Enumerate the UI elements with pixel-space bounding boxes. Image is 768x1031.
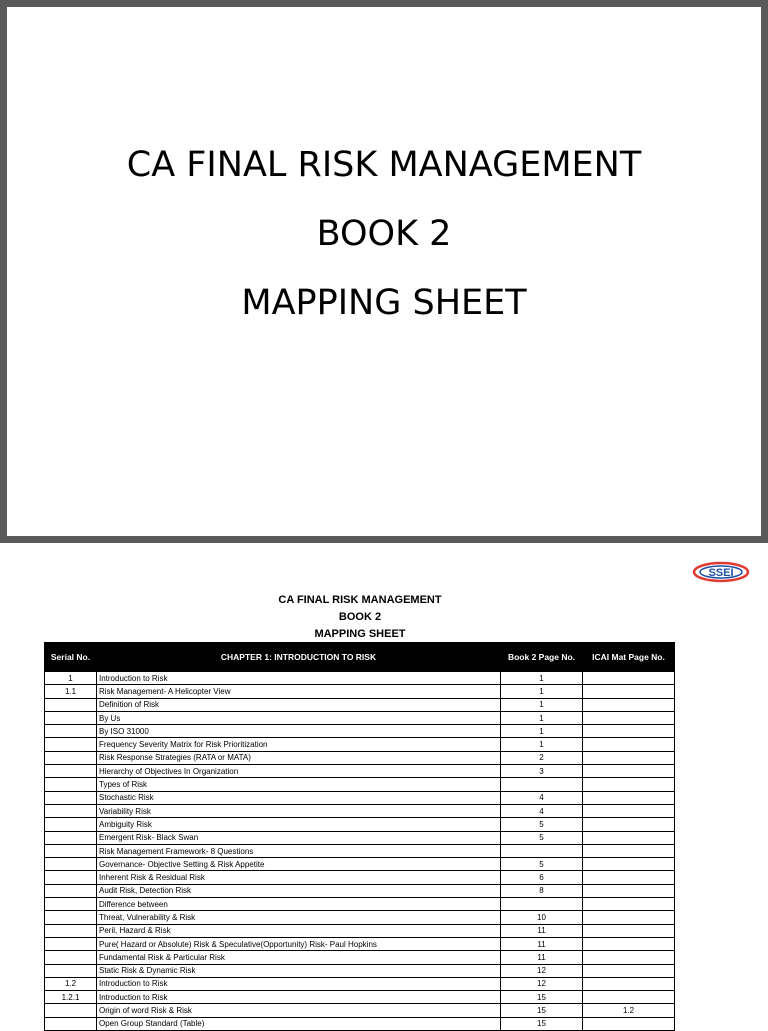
cell-topic: Introduction to Risk xyxy=(97,991,501,1004)
table-row xyxy=(45,964,675,977)
cell-serial: 1 xyxy=(45,672,97,685)
cell-book-page: 6 xyxy=(501,871,583,884)
cell-icai-page xyxy=(583,751,675,764)
cell-topic: Risk Response Strategies (RATA or MATA) xyxy=(97,751,501,764)
cell-serial xyxy=(45,791,97,804)
cell-book-page: 1 xyxy=(501,685,583,698)
cell-book-page: 2 xyxy=(501,751,583,764)
cell-book-page: 11 xyxy=(501,951,583,964)
cell-book-page: 1 xyxy=(501,672,583,685)
cell-icai-page xyxy=(583,937,675,950)
cell-icai-page xyxy=(583,964,675,977)
cell-topic: Static Risk & Dynamic Risk xyxy=(97,964,501,977)
cell-icai-page xyxy=(583,991,675,1004)
cell-book-page: 5 xyxy=(501,831,583,844)
cell-serial xyxy=(45,725,97,738)
cell-serial xyxy=(45,924,97,937)
table-row xyxy=(45,738,675,751)
sheet-subtitle-mapping: MAPPING SHEET xyxy=(314,628,406,640)
cell-icai-page xyxy=(583,884,675,897)
col-header-chapter: CHAPTER 1: INTRODUCTION TO RISK xyxy=(97,643,501,672)
cell-icai-page xyxy=(583,685,675,698)
cell-topic: Governance- Objective Setting & Risk Appetite xyxy=(97,858,501,871)
table-row xyxy=(45,911,675,924)
table-header-row xyxy=(45,643,675,672)
table-row xyxy=(45,898,675,911)
cell-topic: By ISO 31000 xyxy=(97,725,501,738)
cell-topic: Risk Management- A Helicopter View xyxy=(97,685,501,698)
ssei-logo xyxy=(692,560,752,584)
table-row xyxy=(45,951,675,964)
table-row xyxy=(45,698,675,711)
cover-page-body xyxy=(7,7,761,536)
table-row xyxy=(45,871,675,884)
cell-book-page: 11 xyxy=(501,924,583,937)
cell-topic: Audit Risk, Detection Risk xyxy=(97,884,501,897)
cell-serial xyxy=(45,751,97,764)
sheet-subtitle-book: BOOK 2 xyxy=(338,611,382,623)
table-row xyxy=(45,844,675,857)
cell-book-page: 5 xyxy=(501,818,583,831)
table-row xyxy=(45,791,675,804)
table-row xyxy=(45,1004,675,1017)
cell-serial xyxy=(45,858,97,871)
cell-serial xyxy=(45,898,97,911)
cell-topic: By Us xyxy=(97,711,501,724)
logo-text: SSEI xyxy=(708,567,734,579)
cell-book-page: 15 xyxy=(501,991,583,1004)
cell-book-page: 1 xyxy=(501,738,583,751)
cell-book-page: 1 xyxy=(501,711,583,724)
cell-book-page: 11 xyxy=(501,937,583,950)
cell-icai-page xyxy=(583,804,675,817)
cell-topic: Ambiguity Risk xyxy=(97,818,501,831)
mapping-table xyxy=(44,642,675,1031)
cell-topic: Inherent Risk & Residual Risk xyxy=(97,871,501,884)
cell-icai-page xyxy=(583,711,675,724)
table-row xyxy=(45,991,675,1004)
cell-serial xyxy=(45,911,97,924)
cover-subtitle-book: BOOK 2 xyxy=(316,214,452,254)
cell-book-page xyxy=(501,778,583,791)
table-row xyxy=(45,672,675,685)
cell-book-page: 1 xyxy=(501,698,583,711)
cell-icai-page xyxy=(583,765,675,778)
cell-icai-page xyxy=(583,698,675,711)
cell-serial: 1.1 xyxy=(45,685,97,698)
cell-book-page: 8 xyxy=(501,884,583,897)
cell-icai-page: 1.2 xyxy=(583,1004,675,1017)
cell-topic: Fundamental Risk & Particular Risk xyxy=(97,951,501,964)
cell-topic: Stochastic Risk xyxy=(97,791,501,804)
cell-topic: Definition of Risk xyxy=(97,698,501,711)
cell-icai-page xyxy=(583,725,675,738)
mapping-page xyxy=(0,543,768,1029)
cell-serial xyxy=(45,818,97,831)
cell-icai-page xyxy=(583,672,675,685)
cell-topic: Hierarchy of Objectives In Organization xyxy=(97,765,501,778)
cell-icai-page xyxy=(583,951,675,964)
cell-serial xyxy=(45,951,97,964)
cell-serial xyxy=(45,1004,97,1017)
cell-topic: Origin of word Risk & Risk xyxy=(97,1004,501,1017)
cell-book-page: 12 xyxy=(501,964,583,977)
table-row xyxy=(45,977,675,990)
table-row xyxy=(45,804,675,817)
cell-topic: Variability Risk xyxy=(97,804,501,817)
cell-book-page: 15 xyxy=(501,1017,583,1030)
cell-book-page: 12 xyxy=(501,977,583,990)
cell-book-page: 4 xyxy=(501,804,583,817)
cell-serial xyxy=(45,738,97,751)
cell-serial xyxy=(45,765,97,778)
cell-topic: Open Group Standard (Table) xyxy=(97,1017,501,1030)
table-row xyxy=(45,924,675,937)
cell-icai-page xyxy=(583,898,675,911)
cell-book-page: 15 xyxy=(501,1004,583,1017)
cell-serial xyxy=(45,844,97,857)
col-header-icai-page: ICAI Mat Page No. xyxy=(583,643,675,672)
cell-icai-page xyxy=(583,871,675,884)
table-row xyxy=(45,685,675,698)
cell-serial xyxy=(45,871,97,884)
cell-book-page: 5 xyxy=(501,858,583,871)
cell-icai-page xyxy=(583,791,675,804)
cell-serial xyxy=(45,778,97,791)
cell-serial: 1.2.1 xyxy=(45,991,97,1004)
cell-topic: Peril, Hazard & Risk xyxy=(97,924,501,937)
cell-serial xyxy=(45,711,97,724)
cell-serial xyxy=(45,937,97,950)
table-row xyxy=(45,937,675,950)
cell-serial xyxy=(45,884,97,897)
cell-topic: Difference between xyxy=(97,898,501,911)
cell-book-page: 10 xyxy=(501,911,583,924)
cell-icai-page xyxy=(583,778,675,791)
cell-serial xyxy=(45,831,97,844)
table-row xyxy=(45,725,675,738)
table-body xyxy=(45,672,675,1031)
cell-icai-page xyxy=(583,977,675,990)
table-row xyxy=(45,818,675,831)
col-header-book-page: Book 2 Page No. xyxy=(501,643,583,672)
table-row xyxy=(45,711,675,724)
table-row xyxy=(45,884,675,897)
cell-book-page xyxy=(501,844,583,857)
cell-icai-page xyxy=(583,738,675,751)
cell-topic: Threat, Vulnerability & Risk xyxy=(97,911,501,924)
cell-topic: Introduction to Risk xyxy=(97,672,501,685)
cell-topic: Introduction to Risk xyxy=(97,977,501,990)
sheet-title: CA FINAL RISK MANAGEMENT xyxy=(278,594,442,606)
table-row xyxy=(45,765,675,778)
cell-book-page: 4 xyxy=(501,791,583,804)
cell-icai-page xyxy=(583,831,675,844)
col-header-serial: Serial No. xyxy=(45,643,97,672)
cell-book-page xyxy=(501,898,583,911)
table-row xyxy=(45,858,675,871)
cell-book-page: 3 xyxy=(501,765,583,778)
cell-book-page: 1 xyxy=(501,725,583,738)
cell-topic: Risk Management Framework- 8 Questions xyxy=(97,844,501,857)
cover-subtitle-mapping: MAPPING SHEET xyxy=(241,283,527,323)
cell-serial: 1.2 xyxy=(45,977,97,990)
table-row xyxy=(45,831,675,844)
cell-serial xyxy=(45,804,97,817)
cell-icai-page xyxy=(583,818,675,831)
cell-icai-page xyxy=(583,858,675,871)
cell-topic: Types of Risk xyxy=(97,778,501,791)
cell-serial xyxy=(45,964,97,977)
cell-topic: Pure( Hazard or Absolute) Risk & Speculative(Opportunity) Risk- Paul Hopkins xyxy=(97,937,501,950)
cell-icai-page xyxy=(583,924,675,937)
cell-topic: Frequency Severity Matrix for Risk Prioritization xyxy=(97,738,501,751)
table-row xyxy=(45,778,675,791)
cell-icai-page xyxy=(583,844,675,857)
cell-icai-page xyxy=(583,911,675,924)
cell-topic: Emergent Risk- Black Swan xyxy=(97,831,501,844)
cover-title: CA FINAL RISK MANAGEMENT xyxy=(126,145,642,185)
cell-serial xyxy=(45,698,97,711)
table-row xyxy=(45,751,675,764)
